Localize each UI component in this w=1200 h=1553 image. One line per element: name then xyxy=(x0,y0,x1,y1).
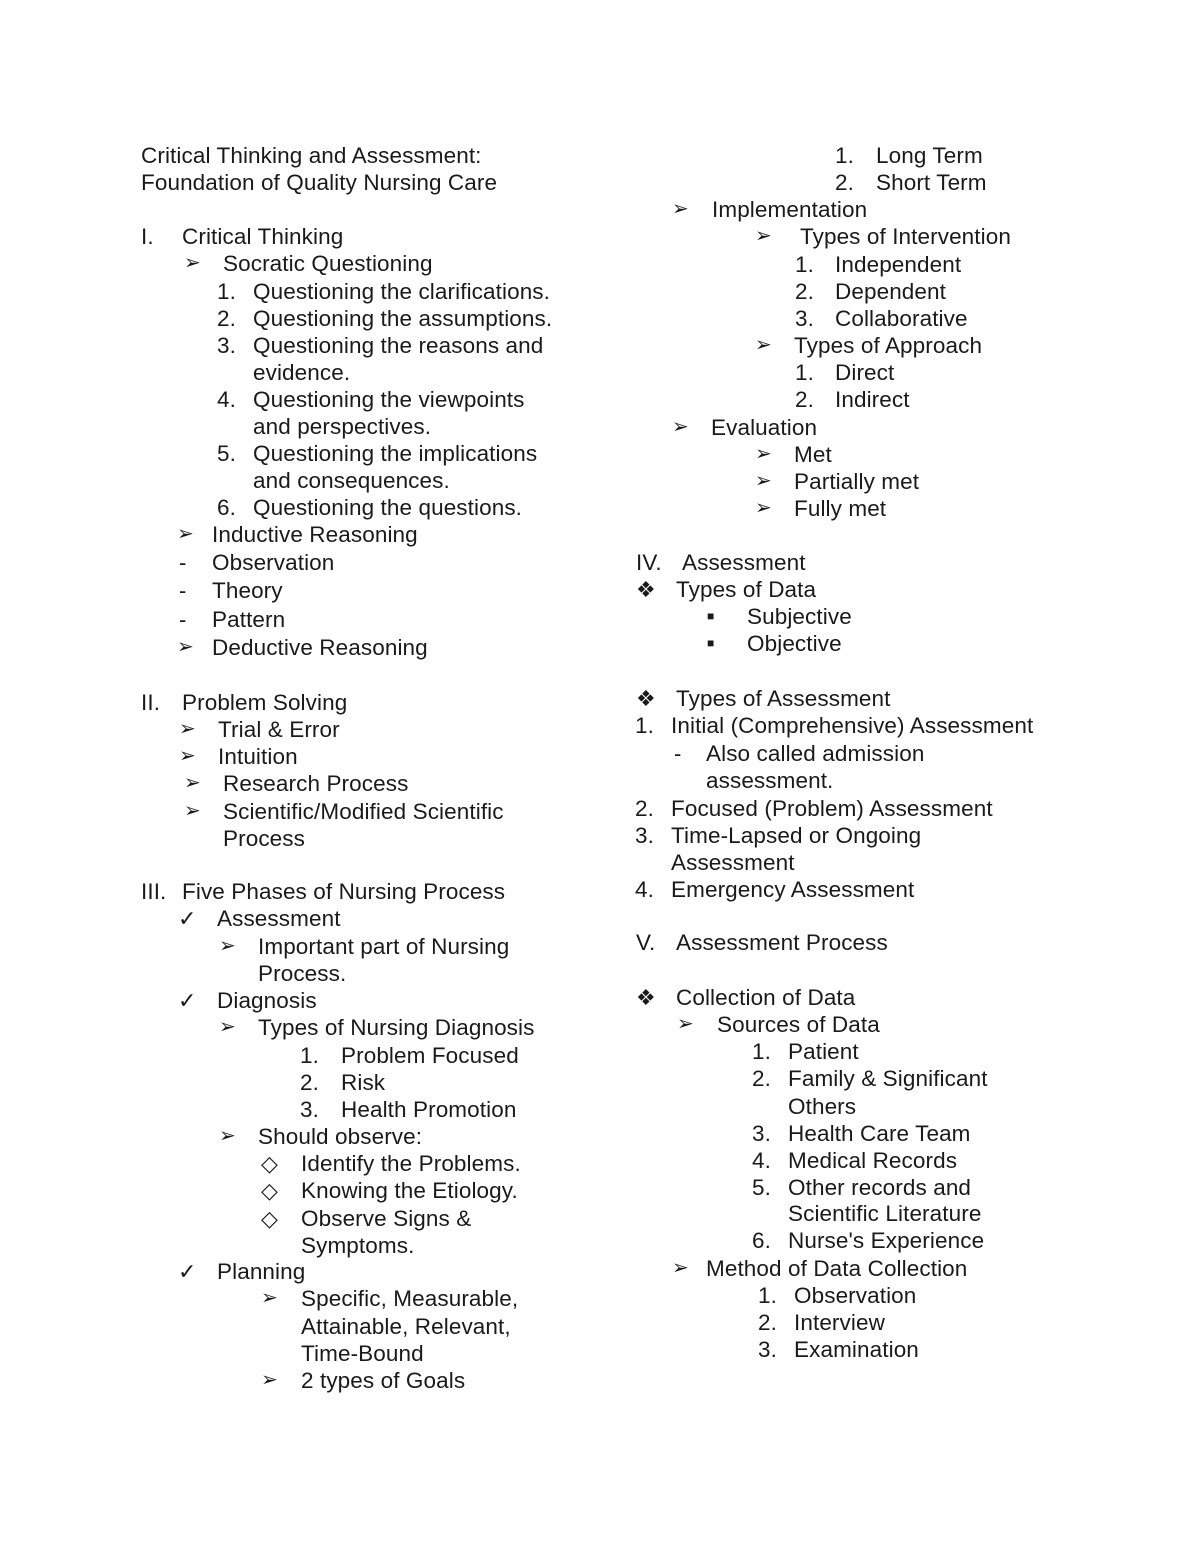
item-number: 2. xyxy=(835,170,854,195)
arrow-bullet-icon: ➢ xyxy=(261,1369,278,1391)
item-number: 1. xyxy=(752,1039,771,1064)
arrow-bullet-icon: ➢ xyxy=(672,1257,689,1279)
arrow-bullet-icon: ➢ xyxy=(219,935,236,957)
item-number: 6. xyxy=(752,1228,771,1253)
checkmark-icon: ✓ xyxy=(178,906,197,931)
arrow-bullet-icon: ➢ xyxy=(184,772,201,794)
item-number: 2. xyxy=(217,306,236,331)
item-number: 1. xyxy=(217,279,236,304)
list-item: Types of Data xyxy=(676,577,817,602)
dash-bullet-icon: - xyxy=(179,607,187,632)
section-numeral: V. xyxy=(636,930,656,955)
list-item: Health Promotion xyxy=(341,1097,517,1122)
item-number: 3. xyxy=(758,1337,777,1362)
item-number: 1. xyxy=(635,713,654,738)
list-item: Other records and xyxy=(788,1175,972,1200)
list-item: Method of Data Collection xyxy=(706,1256,968,1281)
square-bullet-icon: ■ xyxy=(707,609,715,623)
dash-bullet-icon: - xyxy=(179,550,187,575)
section-heading: Assessment Process xyxy=(676,930,888,955)
list-item-continuation: and consequences. xyxy=(253,468,450,493)
list-item: Planning xyxy=(217,1259,306,1284)
dash-bullet-icon: - xyxy=(179,578,187,603)
list-item-continuation: assessment. xyxy=(706,768,834,793)
item-number: 1. xyxy=(795,360,814,385)
arrow-bullet-icon: ➢ xyxy=(677,1013,694,1035)
section-numeral: III. xyxy=(141,879,167,904)
list-item: Questioning the clarifications. xyxy=(253,279,551,304)
arrow-bullet-icon: ➢ xyxy=(755,443,772,465)
list-item: Implementation xyxy=(712,197,868,222)
list-item: Subjective xyxy=(747,604,852,629)
list-item: Questioning the implications xyxy=(253,441,538,466)
doc-title-line-2: Foundation of Quality Nursing Care xyxy=(141,170,498,195)
diamond-bullet-icon: ◇ xyxy=(261,1206,278,1231)
arrow-bullet-icon: ➢ xyxy=(755,225,772,247)
item-number: 6. xyxy=(217,495,236,520)
item-number: 3. xyxy=(217,333,236,358)
arrow-bullet-icon: ➢ xyxy=(219,1016,236,1038)
list-item: Short Term xyxy=(876,170,987,195)
arrow-bullet-icon: ➢ xyxy=(755,334,772,356)
item-number: 3. xyxy=(795,306,814,331)
item-number: 5. xyxy=(752,1175,771,1200)
list-item: Partially met xyxy=(794,469,920,494)
list-item: Focused (Problem) Assessment xyxy=(671,796,993,821)
section-numeral: II. xyxy=(141,690,161,715)
list-item: Problem Focused xyxy=(341,1043,519,1068)
list-item: Pattern xyxy=(212,607,286,632)
list-item: Direct xyxy=(835,360,895,385)
list-item: Observe Signs & xyxy=(301,1206,472,1231)
item-number: 2. xyxy=(752,1066,771,1091)
four-diamond-bullet-icon: ❖ xyxy=(636,686,656,711)
list-item-continuation: Attainable, Relevant, xyxy=(301,1314,511,1339)
list-item: Important part of Nursing xyxy=(258,934,510,959)
list-item: Emergency Assessment xyxy=(671,877,915,902)
section-heading: Problem Solving xyxy=(182,690,348,715)
section-heading: Assessment xyxy=(682,550,806,575)
item-number: 4. xyxy=(217,387,236,412)
list-item: Intuition xyxy=(218,744,298,769)
list-item: Initial (Comprehensive) Assessment xyxy=(671,713,1034,738)
list-item: Dependent xyxy=(835,279,946,304)
list-item: Research Process xyxy=(223,771,409,796)
list-item: Indirect xyxy=(835,387,910,412)
list-item: Sources of Data xyxy=(717,1012,880,1037)
list-item-continuation: evidence. xyxy=(253,360,351,385)
list-item: Met xyxy=(794,442,832,467)
item-number: 4. xyxy=(635,877,654,902)
list-item: Questioning the questions. xyxy=(253,495,523,520)
list-item: Knowing the Etiology. xyxy=(301,1178,518,1203)
arrow-bullet-icon: ➢ xyxy=(755,497,772,519)
item-number: 1. xyxy=(758,1283,777,1308)
list-item: Types of Assessment xyxy=(676,686,891,711)
list-item: Assessment xyxy=(217,906,341,931)
list-item: Objective xyxy=(747,631,842,656)
list-item: Trial & Error xyxy=(218,717,340,742)
list-item: Identify the Problems. xyxy=(301,1151,521,1176)
list-item: Health Care Team xyxy=(788,1121,971,1146)
list-item: Independent xyxy=(835,252,962,277)
checkmark-icon: ✓ xyxy=(178,1259,197,1284)
list-item: Medical Records xyxy=(788,1148,958,1173)
list-item: Observation xyxy=(212,550,335,575)
item-number: 2. xyxy=(300,1070,319,1095)
item-number: 3. xyxy=(635,823,654,848)
list-item: Theory xyxy=(212,578,283,603)
arrow-bullet-icon: ➢ xyxy=(219,1125,236,1147)
list-item-continuation: and perspectives. xyxy=(253,414,432,439)
list-item: Diagnosis xyxy=(217,988,317,1013)
item-number: 2. xyxy=(635,796,654,821)
list-item-continuation: Symptoms. xyxy=(301,1233,415,1258)
list-item: Observation xyxy=(794,1283,917,1308)
item-number: 2. xyxy=(795,387,814,412)
list-item-continuation: Process xyxy=(223,826,305,851)
arrow-bullet-icon: ➢ xyxy=(261,1287,278,1309)
list-item: Collaborative xyxy=(835,306,968,331)
list-item: Nurse's Experience xyxy=(788,1228,985,1253)
item-number: 3. xyxy=(752,1121,771,1146)
item-number: 1. xyxy=(795,252,814,277)
item-number: 2. xyxy=(795,279,814,304)
arrow-bullet-icon: ➢ xyxy=(755,470,772,492)
list-item: Also called admission xyxy=(706,741,925,766)
arrow-bullet-icon: ➢ xyxy=(177,636,194,658)
list-item-continuation: Process. xyxy=(258,961,347,986)
list-item-continuation: Assessment xyxy=(671,850,795,875)
list-item: Fully met xyxy=(794,496,887,521)
diamond-bullet-icon: ◇ xyxy=(261,1178,278,1203)
list-item: Examination xyxy=(794,1337,919,1362)
list-item: Interview xyxy=(794,1310,885,1335)
list-item: Risk xyxy=(341,1070,386,1095)
four-diamond-bullet-icon: ❖ xyxy=(636,985,656,1010)
item-number: 1. xyxy=(300,1043,319,1068)
arrow-bullet-icon: ➢ xyxy=(184,800,201,822)
list-item: Types of Intervention xyxy=(800,224,1011,249)
list-item: Long Term xyxy=(876,143,983,168)
list-item: Questioning the viewpoints xyxy=(253,387,525,412)
item-number: 3. xyxy=(300,1097,319,1122)
arrow-bullet-icon: ➢ xyxy=(179,718,196,740)
list-item: Inductive Reasoning xyxy=(212,522,418,547)
list-item: Types of Approach xyxy=(794,333,983,358)
item-number: 1. xyxy=(835,143,854,168)
arrow-bullet-icon: ➢ xyxy=(177,523,194,545)
section-heading: Five Phases of Nursing Process xyxy=(182,879,506,904)
list-item: Questioning the assumptions. xyxy=(253,306,553,331)
list-item-continuation: Others xyxy=(788,1094,857,1119)
list-item-continuation: Time-Bound xyxy=(301,1341,424,1366)
square-bullet-icon: ■ xyxy=(707,636,715,650)
four-diamond-bullet-icon: ❖ xyxy=(636,577,656,602)
section-numeral: I. xyxy=(141,224,154,249)
diamond-bullet-icon: ◇ xyxy=(261,1151,278,1176)
list-item-continuation: Scientific Literature xyxy=(788,1201,982,1226)
item-number: 4. xyxy=(752,1148,771,1173)
list-item: Family & Significant xyxy=(788,1066,988,1091)
arrow-bullet-icon: ➢ xyxy=(672,416,689,438)
section-heading: Critical Thinking xyxy=(182,224,344,249)
list-item: Specific, Measurable, xyxy=(301,1286,519,1311)
list-item: Should observe: xyxy=(258,1124,423,1149)
list-item: Time-Lapsed or Ongoing xyxy=(671,823,922,848)
doc-title-line-1: Critical Thinking and Assessment: xyxy=(141,143,482,168)
list-item: Types of Nursing Diagnosis xyxy=(258,1015,535,1040)
dash-bullet-icon: - xyxy=(674,741,682,766)
list-item: Socratic Questioning xyxy=(223,251,433,276)
checkmark-icon: ✓ xyxy=(178,988,197,1013)
list-item: Deductive Reasoning xyxy=(212,635,428,660)
list-item: Evaluation xyxy=(711,415,818,440)
list-item: Collection of Data xyxy=(676,985,856,1010)
item-number: 5. xyxy=(217,441,236,466)
arrow-bullet-icon: ➢ xyxy=(672,198,689,220)
list-item: 2 types of Goals xyxy=(301,1368,466,1393)
item-number: 2. xyxy=(758,1310,777,1335)
arrow-bullet-icon: ➢ xyxy=(179,745,196,767)
list-item: Questioning the reasons and xyxy=(253,333,544,358)
list-item: Patient xyxy=(788,1039,859,1064)
arrow-bullet-icon: ➢ xyxy=(184,252,201,274)
list-item: Scientific/Modified Scientific xyxy=(223,799,504,824)
section-numeral: IV. xyxy=(636,550,662,575)
